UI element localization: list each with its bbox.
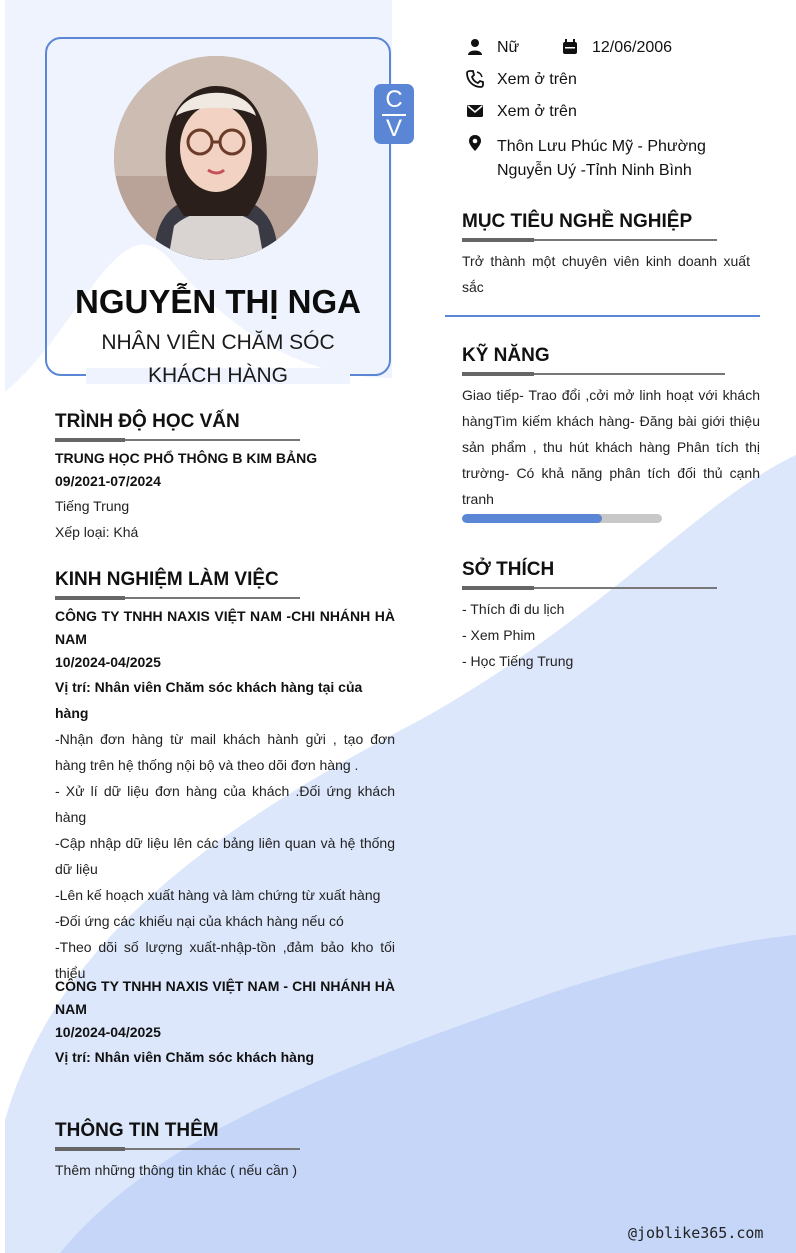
gender-value: Nữ [497, 39, 520, 56]
objective-heading: MỤC TIÊU NGHỀ NGHIỆP [462, 211, 693, 232]
watermark: @joblike365.com [628, 1224, 764, 1242]
mail-icon [466, 102, 484, 125]
education-rule-accent [55, 438, 125, 442]
phone-icon [466, 70, 484, 93]
job-period: 10/2024-04/2025 [55, 654, 161, 670]
skills-rule-accent [462, 372, 534, 376]
phone-value: Xem ở trên [497, 71, 577, 88]
extra-rule-accent [55, 1147, 125, 1151]
job-company-line2: NAM [55, 1001, 87, 1017]
education-period: 09/2021-07/2024 [55, 473, 161, 489]
job-duty: -Lên kế hoạch xuất hàng và làm chứng từ xuất hàng [55, 887, 381, 903]
education-block [55, 447, 395, 545]
job-entry [55, 975, 395, 1070]
address [497, 135, 706, 183]
job-duty: -Nhận đơn hàng từ mail khách hành gửi , tạo đơn hàng trên hệ thống nội bộ và theo dõi đơn hàng . [55, 731, 395, 773]
section-divider [445, 315, 760, 317]
address-line1: Thôn Lưu Phúc Mỹ - Phường [497, 138, 706, 155]
cv-badge [374, 84, 414, 144]
hobbies-rule-accent [462, 586, 534, 590]
hobby-item: - Xem Phim [462, 627, 536, 643]
hobbies-heading: SỞ THÍCH [462, 559, 555, 580]
objective-rule-accent [462, 238, 534, 242]
job-company-line1: CÔNG TY TNHH NAXIS VIỆT NAM -CHI NHÁNH HÀ [55, 608, 395, 624]
job-position: Vị trí: Nhân viên Chăm sóc khách hàng tại của hàng [55, 679, 363, 721]
job-duty: -Đối ứng các khiếu nại của khách hàng nếu có [55, 913, 344, 929]
education-line2: Xếp loại: Khá [55, 524, 139, 540]
candidate-title-line2: KHÁCH HÀNG [147, 364, 289, 387]
birthday-value: 12/06/2006 [592, 39, 673, 56]
experience-heading: KINH NGHIỆM LÀM VIỆC [55, 569, 279, 590]
job-company-line1: CÔNG TY TNHH NAXIS VIỆT NAM - CHI NHÁNH HÀ [55, 978, 395, 994]
education-school: TRUNG HỌC PHỔ THÔNG B KIM BẢNG [55, 450, 318, 466]
education-heading: TRÌNH ĐỘ HỌC VẤN [55, 411, 240, 432]
avatar [114, 56, 318, 260]
candidate-title-line1: NHÂN VIÊN CHĂM SÓC [101, 331, 335, 354]
objective-text: Trở thành một chuyên viên kinh doanh xuất sắc [462, 253, 750, 295]
job-duty: - Xử lí dữ liệu đơn hàng của khách .Đối ứng khách hàng [55, 783, 395, 825]
skill-level-fill [462, 514, 602, 523]
candidate-title [45, 326, 391, 392]
user-icon [466, 38, 484, 61]
skill-level-bar [462, 514, 662, 523]
skills-heading: KỸ NĂNG [462, 345, 550, 366]
job-company-line2: NAM [55, 631, 87, 647]
job-position: Vị trí: Nhân viên Chăm sóc khách hàng [55, 1049, 315, 1065]
job-duty: -Cập nhập dữ liệu lên các bảng liên quan và hệ thống dữ liệu [55, 835, 395, 877]
extra-heading: THÔNG TIN THÊM [55, 1120, 219, 1141]
job-entry [55, 605, 395, 986]
location-icon [466, 134, 484, 157]
hobbies-list [462, 596, 752, 674]
skills-text: Giao tiếp- Trao đổi ,cởi mở linh hoạt với khách hàngTìm kiếm khách hàng- Đăng bài giới thiệu sản phẩm , thu hút khách hàng Phân tích thị trường- Có khả năng phân tích đối thủ cạnh tranh [462, 387, 760, 507]
extra-text: Thêm những thông tin khác ( nếu cần ) [55, 1162, 298, 1178]
experience-rule-accent [55, 596, 125, 600]
education-line1: Tiếng Trung [55, 498, 130, 514]
hobby-item: - Học Tiếng Trung [462, 653, 574, 669]
hobby-item: - Thích đi du lịch [462, 601, 565, 617]
calendar-icon [561, 38, 579, 61]
job-duty: -Theo dõi số lượng xuất-nhập-tồn ,đảm bảo kho tối thiểu [55, 939, 395, 981]
address-line2: Nguyễn Uý -Tỉnh Ninh Bình [497, 162, 692, 179]
cv-badge-c: C [385, 86, 403, 113]
cv-badge-v: V [385, 115, 402, 142]
job-period: 10/2024-04/2025 [55, 1024, 161, 1040]
avatar-illustration [114, 56, 318, 260]
email-value: Xem ở trên [497, 103, 577, 120]
candidate-name: NGUYỄN THỊ NGA [74, 283, 361, 320]
